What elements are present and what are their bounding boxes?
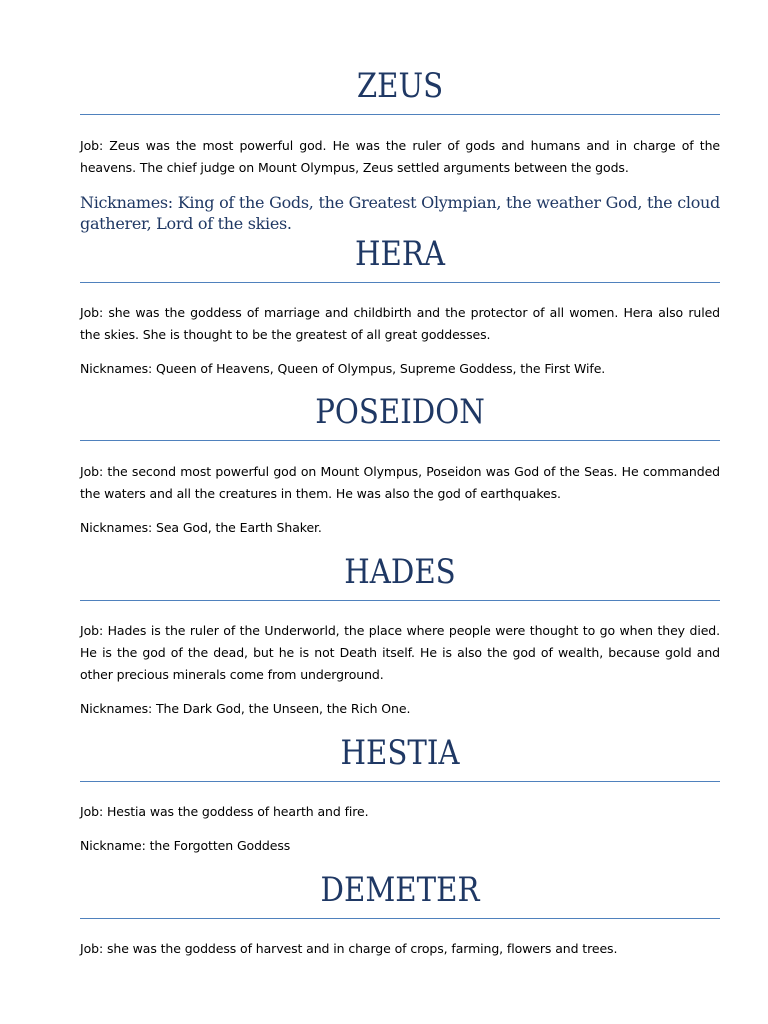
job-paragraph: Job: Zeus was the most powerful god. He was the ruler of gods and humans and in charge of the heavens. The chief judge on Mount Olympus, Zeus settled arguments between the gods. [80,138,720,175]
section-title: HADES [344,552,456,592]
nicknames-paragraph: Nickname: the Forgotten Goddess [80,838,291,853]
nicknames-paragraph: Nicknames: Sea God, the Earth Shaker. [80,520,322,535]
nicknames-paragraph: Nicknames: The Dark God, the Unseen, the Rich One. [80,701,411,716]
title-rule [80,114,720,115]
job-paragraph: Job: the second most powerful god on Mount Olympus, Poseidon was God of the Seas. He commanded the waters and all the creatures in them. He was also the god of earthquakes. [80,464,720,501]
job-paragraph: Job: Hades is the ruler of the Underworld, the place where people were thought to go when they died. He is the god of the dead, but he is not Death itself. He is also the god of wealth, because gold and other precious minerals come from underground. [80,623,720,682]
section-title: ZEUS [356,66,444,106]
job-paragraph: Job: Hestia was the goddess of hearth and fire. [80,804,369,819]
section-demeter [80,870,720,960]
section-title: DEMETER [320,870,480,910]
section-hera [80,234,720,380]
section-hades [80,552,720,720]
nicknames-paragraph: Nicknames: King of the Gods, the Greatest Olympian, the weather God, the cloud gatherer, Lord of the skies. [80,193,720,233]
job-paragraph: Job: she was the goddess of marriage and childbirth and the protector of all women. Hera also ruled the skies. She is thought to be the greatest of all great goddesses. [80,305,720,342]
section-title: POSEIDON [315,392,485,432]
section-zeus [80,66,720,234]
job-paragraph: Job: she was the goddess of harvest and in charge of crops, farming, flowers and trees. [80,941,618,956]
title-rule [80,918,720,919]
title-rule [80,600,720,601]
section-hestia [80,733,720,857]
section-poseidon [80,392,720,539]
title-rule [80,282,720,283]
section-title: HERA [355,234,445,274]
nicknames-paragraph: Nicknames: Queen of Heavens, Queen of Olympus, Supreme Goddess, the First Wife. [80,361,606,376]
title-rule [80,440,720,441]
title-rule [80,781,720,782]
section-title: HESTIA [340,733,460,773]
